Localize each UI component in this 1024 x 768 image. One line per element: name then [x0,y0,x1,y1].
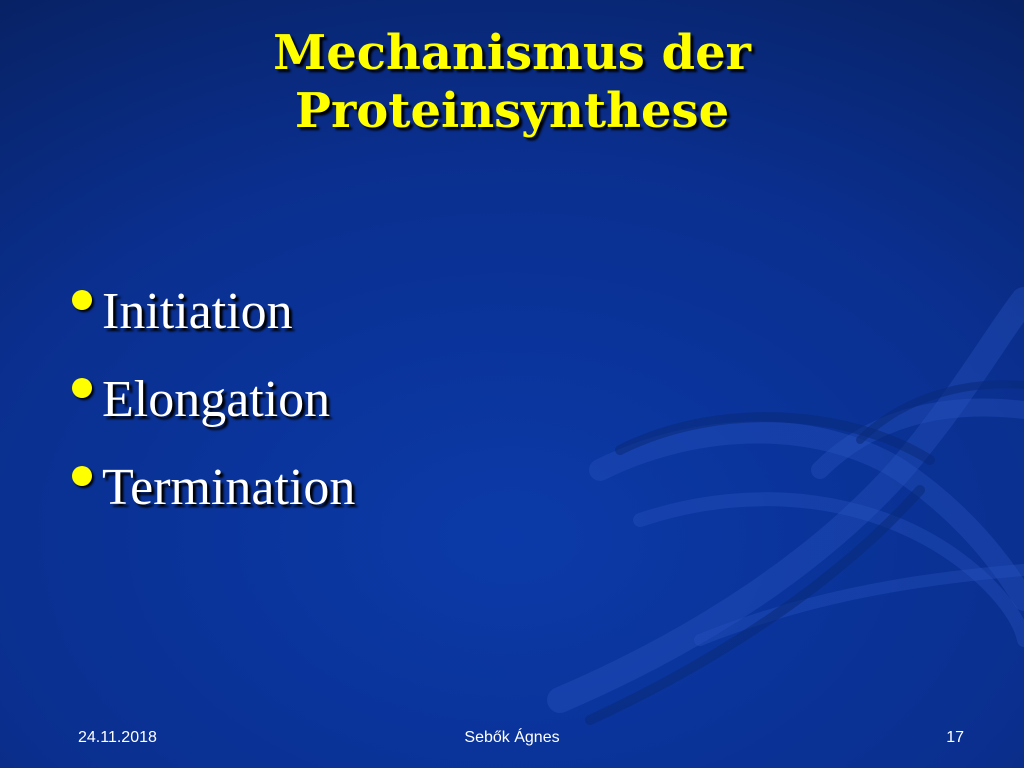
bullet-text: Termination [102,459,356,516]
bullet-point-icon [72,466,92,486]
slide-title-line-2: Proteinsynthese [294,83,730,139]
footer-date: 24.11.2018 [78,729,157,746]
bullet-text: Elongation [102,371,331,428]
bullet-item-initiation [72,280,355,368]
bullet-list [72,280,355,544]
bullet-text: Initiation [102,283,293,340]
bullet-item-termination [72,456,355,544]
bullet-point-icon [72,290,92,310]
footer-author: Sebők Ágnes [464,729,560,746]
slide-title-line-1: Mechanismus der [273,25,751,81]
footer-page-number: 17 [946,729,964,746]
bullet-item-elongation [72,368,355,456]
bullet-point-icon [72,378,92,398]
slide-title [0,24,1024,140]
